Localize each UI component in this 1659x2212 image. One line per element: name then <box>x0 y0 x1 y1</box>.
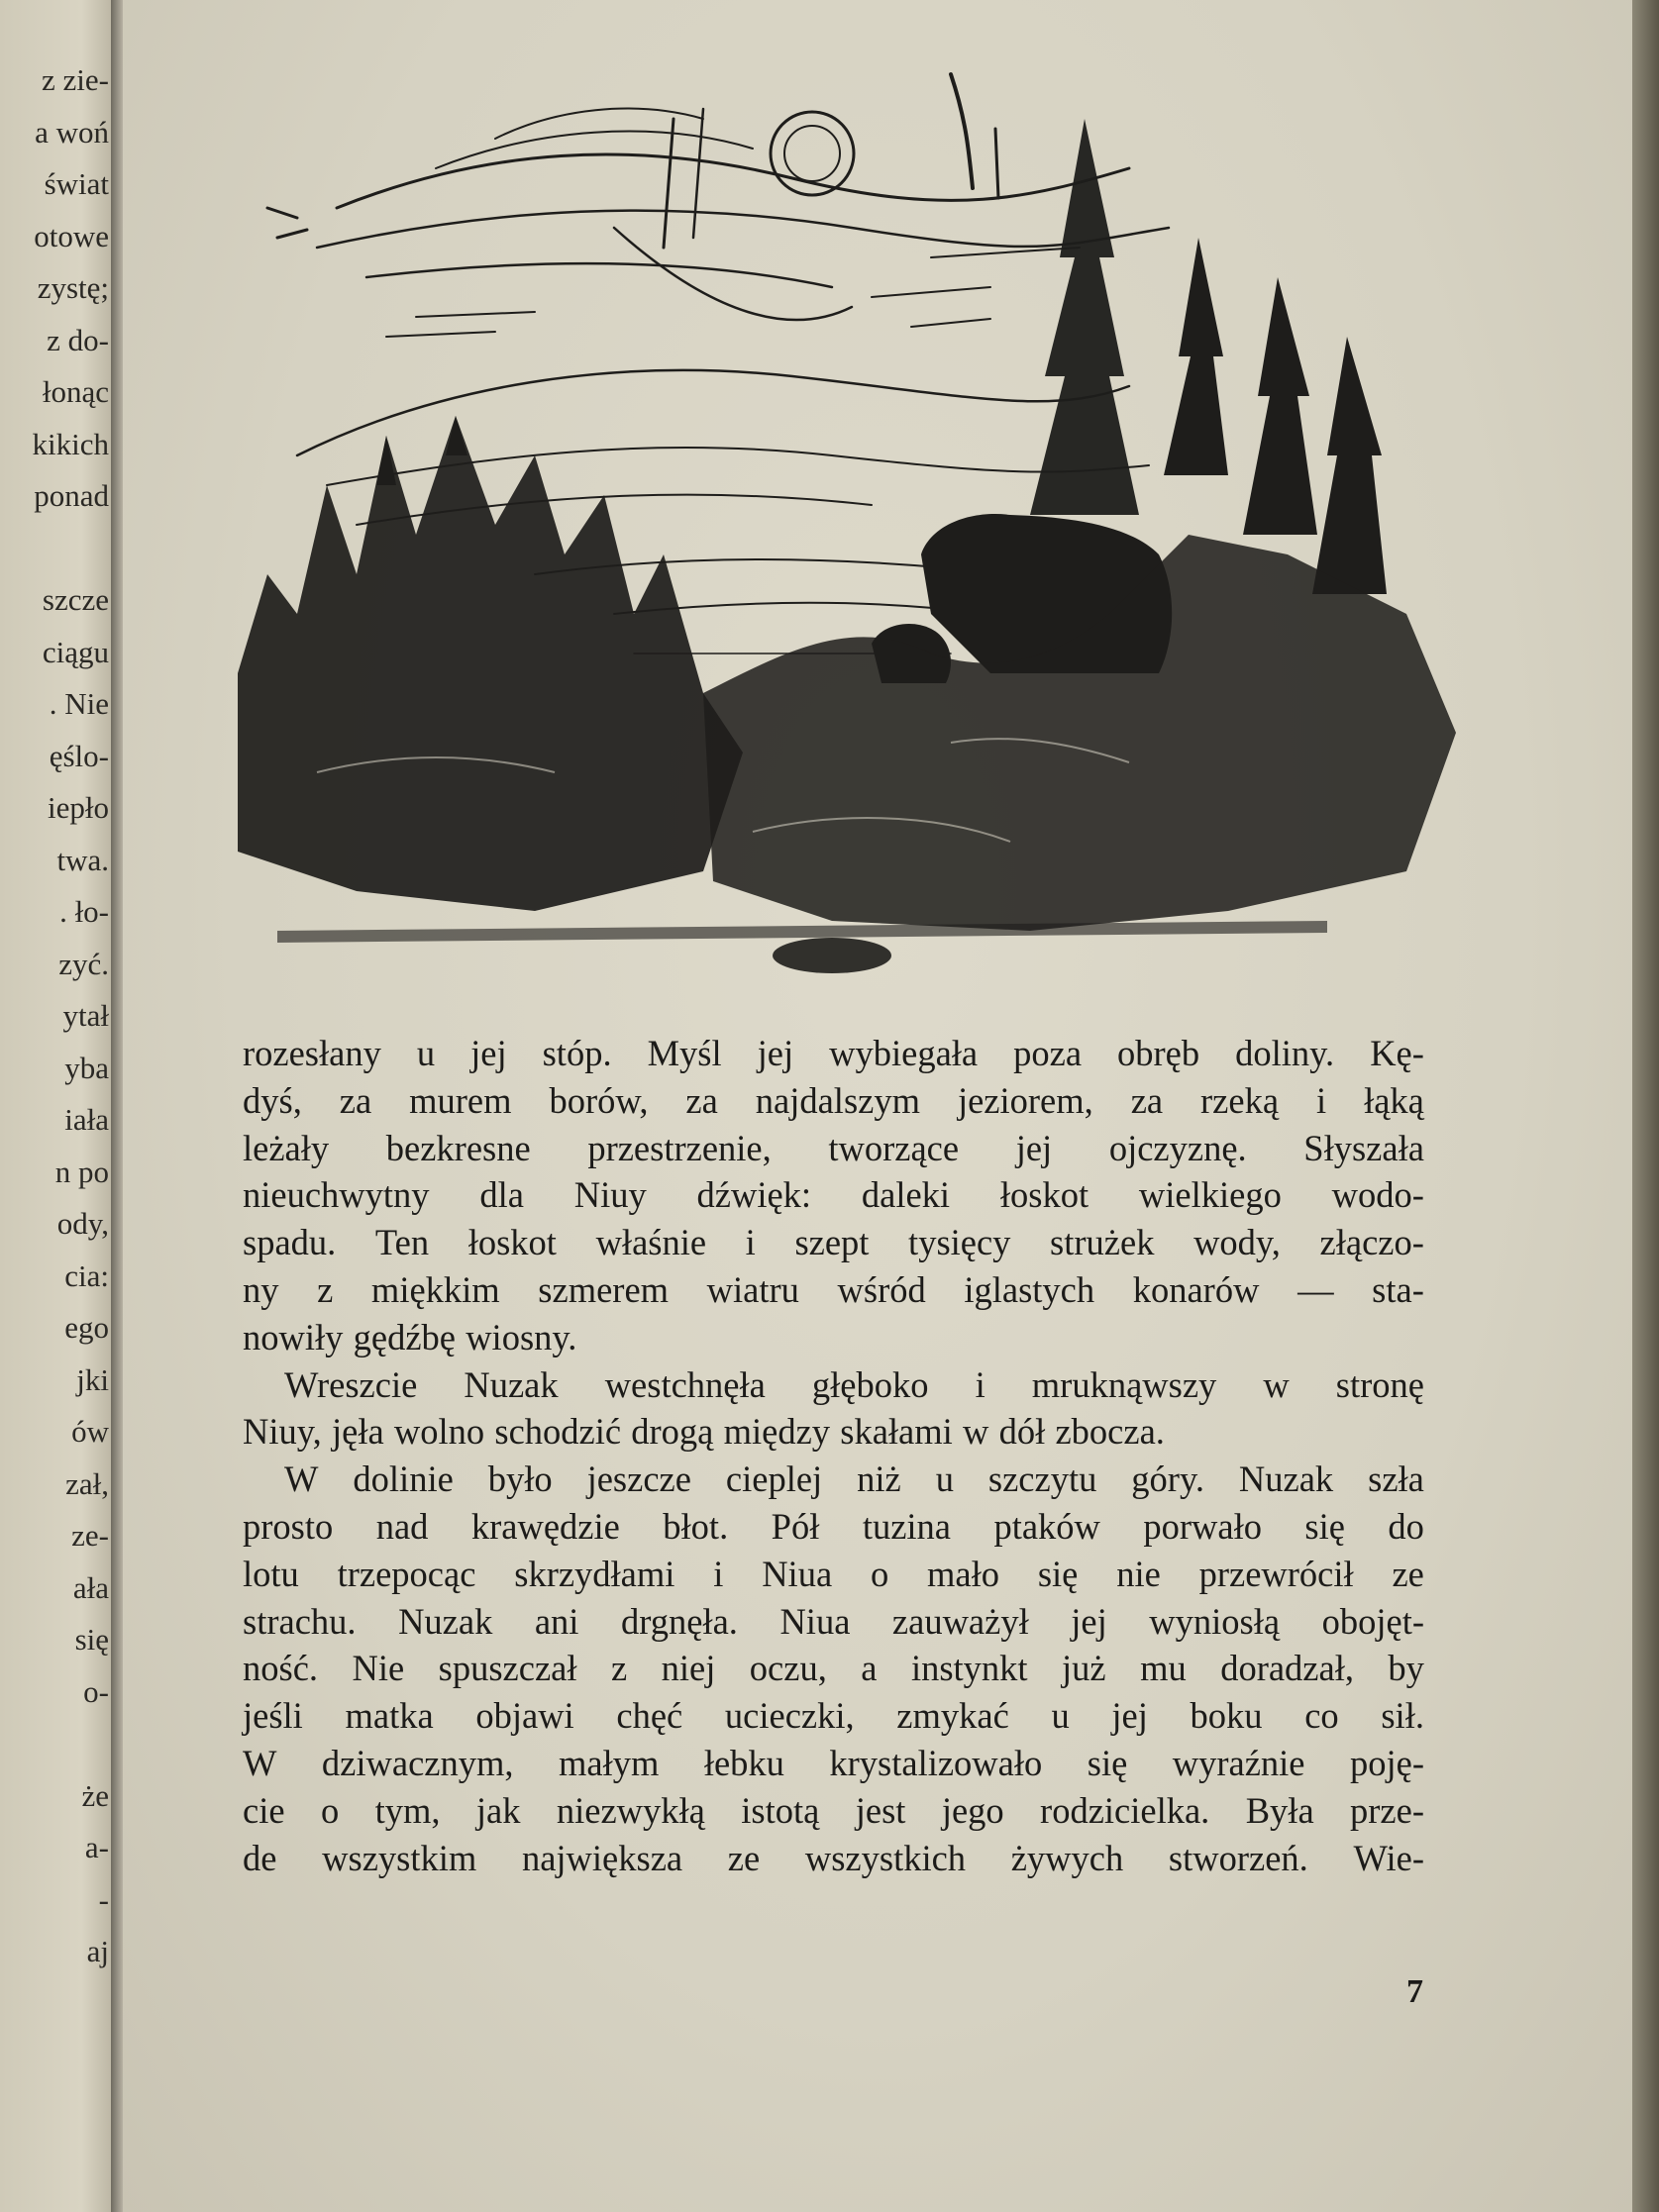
text-line: W dziwacznym, małym łebku krystalizowało się wyraźnie poję- <box>243 1742 1424 1783</box>
forest-bear-illustration <box>238 59 1456 1010</box>
left-page-fragment: że <box>81 1777 109 1813</box>
text-line: ny z miękkim szmerem wiatru wśród iglastych konarów — sta- <box>243 1268 1424 1310</box>
left-page-fragment: zał, <box>65 1465 109 1501</box>
left-page-fragment <box>33 523 110 575</box>
text-line: prosto nad krawędzie błot. Pół tuzina ptaków porwało się do <box>243 1505 1424 1547</box>
left-page-fragment: łonąc <box>42 374 109 409</box>
text-line: spadu. Ten łoskot właśnie i szept tysięcy strużek wody, złączo- <box>243 1222 1424 1263</box>
left-page-fragment: zystę; <box>37 270 109 305</box>
text-line: leżały bezkresne przestrzenie, tworzące jej ojczyznę. Słyszała <box>243 1127 1424 1168</box>
left-page-fragment: ciągu <box>42 634 109 669</box>
left-page-fragment <box>33 1718 110 1770</box>
left-page-fragment: iała <box>64 1102 109 1137</box>
left-page-fragment: z do- <box>47 322 109 357</box>
left-page-fragment: jki <box>76 1361 109 1397</box>
page-number: 7 <box>1406 1973 1423 2010</box>
left-page-fragment: się <box>74 1622 109 1657</box>
left-page-text <box>33 54 110 1978</box>
text-line: Niuy, jęła wolno schodzić drogą między skałami w dół zbocza. <box>243 1411 1165 1453</box>
left-page-fragment: cia: <box>64 1257 109 1293</box>
text-line: rozesłany u jej stóp. Myśl jej wybiegała poza obręb doliny. Kę- <box>243 1033 1424 1073</box>
left-page-fragment: szcze <box>42 582 109 617</box>
text-line: ność. Nie spuszczał z niej oczu, a instynkt już mu doradzał, by <box>243 1648 1424 1689</box>
text-line: nieuchwytny dla Niuy dźwięk: daleki łoskot wielkiego wodo- <box>243 1174 1424 1216</box>
left-page-fragment: otowe <box>34 218 109 253</box>
left-page-fragment: zyć. <box>58 946 109 981</box>
left-page-fragment: twa. <box>56 842 109 877</box>
left-page-fragment: ów <box>71 1414 109 1449</box>
left-page-fragment: ęślo- <box>49 738 109 773</box>
left-page-fragment: - <box>98 1881 109 1917</box>
left-page-fragment: yba <box>64 1050 109 1085</box>
text-line: jeśli matka objawi chęć ucieczki, zmykać u jej boku co sił. <box>243 1695 1424 1737</box>
left-page-fragment: a- <box>84 1830 109 1864</box>
left-page-fragment: ała <box>72 1569 109 1605</box>
text-line: lotu trzepocąc skrzydłami i Niua o mało się nie przewrócił ze <box>243 1553 1424 1594</box>
body-text <box>243 1030 1424 1881</box>
left-page-fragment: aj <box>86 1934 109 1968</box>
left-page-fragment: ytał <box>62 998 109 1033</box>
left-page-fragment: kikich <box>32 426 109 461</box>
text-line: strachu. Nuzak ani drgnęła. Niua zauważył jej wyniosłą obojęt- <box>243 1600 1424 1642</box>
left-page-fragment: świat <box>44 166 109 201</box>
left-page-fragment: z zie- <box>42 62 109 97</box>
left-page <box>0 0 117 2212</box>
left-page-fragment: a woń <box>35 114 109 150</box>
left-page-fragment: ponad <box>34 478 109 513</box>
text-line: Wreszcie Nuzak westchnęła głęboko i mruknąwszy w stronę <box>284 1363 1424 1405</box>
left-page-fragment: o- <box>83 1673 109 1709</box>
left-page-fragment: ody, <box>56 1206 109 1241</box>
left-page-fragment: ze- <box>71 1518 109 1553</box>
text-line: cie o tym, jak niezwykłą istotą jest jego rodzicielka. Była prze- <box>243 1789 1424 1831</box>
left-page-fragment: iepło <box>48 790 109 825</box>
text-line: dyś, za murem borów, za najdalszym jeziorem, za rzeką i łąką <box>243 1079 1424 1121</box>
text-line: W dolinie było jeszcze cieplej niż u szczytu góry. Nuzak szła <box>284 1458 1424 1500</box>
text-line: de wszystkim największa ze wszystkich żywych stworzeń. Wie- <box>243 1837 1424 1878</box>
left-page-fragment: . ło- <box>59 894 109 929</box>
text-line: nowiły gędźbę wiosny. <box>243 1316 577 1357</box>
left-page-fragment: ego <box>64 1310 109 1345</box>
left-page-fragment: n po <box>54 1154 109 1189</box>
left-page-fragment: . Nie <box>49 686 109 721</box>
page-edge-shadow <box>1632 0 1659 2212</box>
